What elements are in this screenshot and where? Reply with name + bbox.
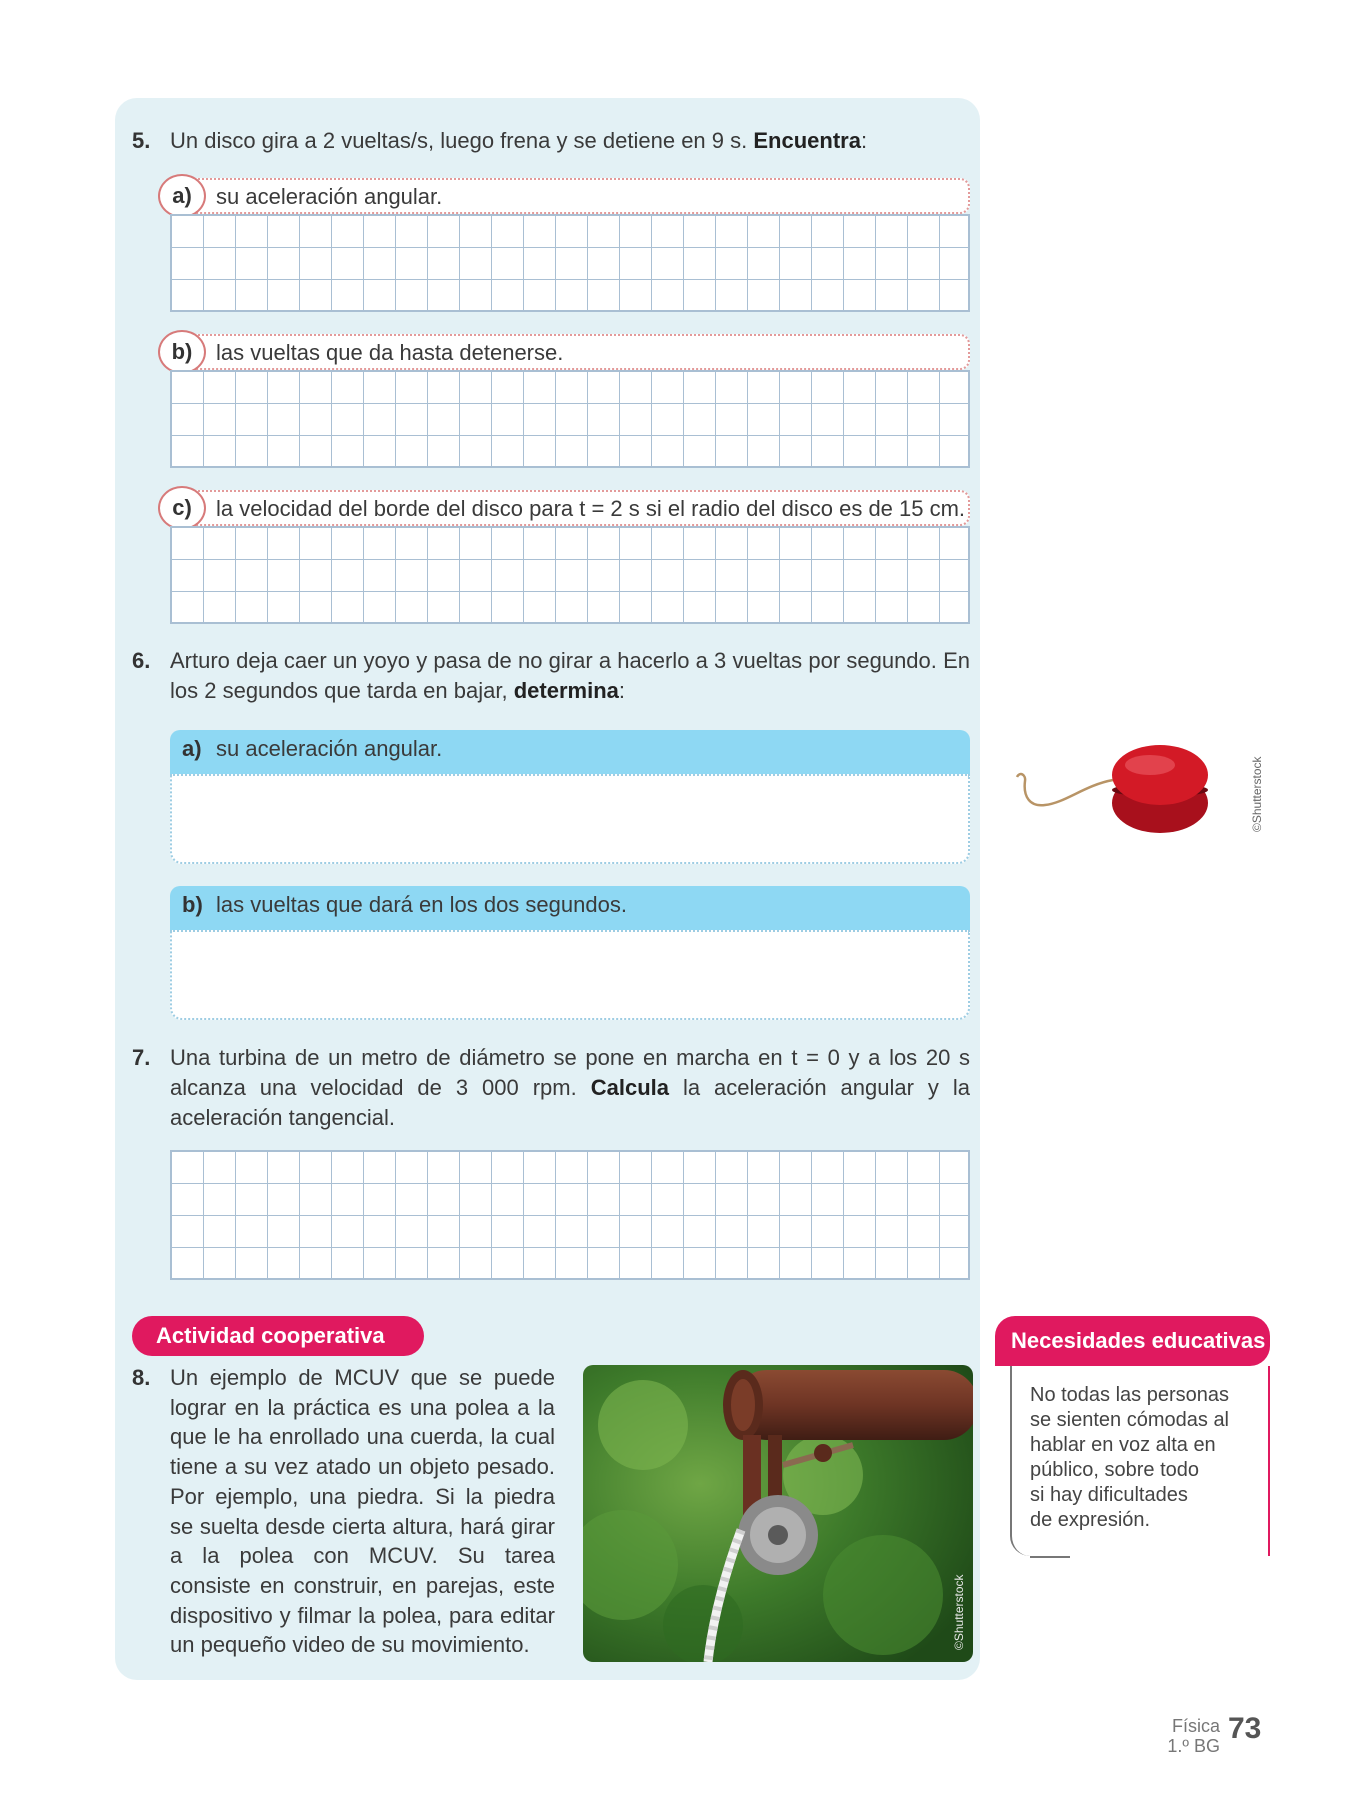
question-text: Arturo deja caer un yoyo y pasa de no girar a hacerlo a 3 vueltas por segundo. En los 2 segundos que tarda en bajar, — [170, 648, 970, 703]
answer-grid[interactable] — [170, 214, 970, 312]
subquestion-text: su aceleración angular. — [216, 736, 443, 761]
subquestion-5a — [170, 178, 970, 214]
footer-subject: Física 1.º BG — [1167, 1716, 1220, 1756]
question-5: 5. Un disco gira a 2 vueltas/s, luego frena y se detiene en 9 s. Encuentra: — [170, 126, 970, 156]
question-8 — [132, 1363, 555, 1660]
question-text: Un disco gira a 2 vueltas/s, luego frena y se detiene en 9 s. — [170, 128, 748, 153]
answer-grid[interactable] — [170, 526, 970, 624]
label-circle: c) — [158, 486, 206, 530]
subquestion-5c — [170, 490, 970, 526]
answer-box[interactable] — [170, 774, 970, 864]
subquestion-text: las vueltas que da hasta detenerse. — [216, 340, 564, 365]
page-number: 73 — [1228, 1712, 1262, 1745]
needs-text: No todas las personas se sienten cómodas al hablar en voz alta en público, sobre todo si hay dificultades de expresión. — [1030, 1384, 1230, 1531]
subquestion-5b — [170, 334, 970, 370]
answer-grid[interactable] — [170, 370, 970, 468]
question-number: 7. — [132, 1045, 151, 1070]
question-number: 6. — [132, 648, 151, 673]
question-text: Un ejemplo de MCUV que se puede lograr en la práctica es una polea a la que le ha enrollado una cuerda, la cual tiene a su vez atado un objeto pesado. Por ejemplo, una piedra. Si la piedra se suelta desde cierta altura, hará girar a la polea con MCUV. Su tarea consiste en construir, en parejas, este dispositivo y filmar la polea, para editar un pequeño video de su movimiento. — [170, 1365, 555, 1658]
subquestion-text: la velocidad del borde del disco para t = 2 s si el radio del disco es de 15 cm. — [216, 496, 966, 521]
subquestion-text: su aceleración angular. — [216, 184, 443, 209]
subquestion-label: a) — [182, 736, 202, 761]
question-text: Una turbina de un metro de diámetro se pone en marcha en t = 0 y a los 20 s alcanza una velocidad de 3 000 rpm. — [170, 1045, 970, 1100]
yoyo-image — [1005, 735, 1255, 845]
image-credit: ©Shutterstock — [952, 1574, 966, 1650]
answer-box[interactable] — [170, 930, 970, 1020]
question-verb: determina — [513, 678, 619, 703]
label-circle: a) — [158, 174, 206, 218]
question-verb: Calcula — [590, 1075, 669, 1100]
needs-title: Necesidades educativas — [995, 1316, 1270, 1366]
question-7: 7. Una turbina de un metro de diámetro se pone en marcha en t = 0 y a los 20 s alcanza una velocidad de 3 000 rpm. Calcula la aceleración angular y la aceleración tangencial. — [132, 1045, 971, 1130]
subquestion-6a — [170, 730, 970, 774]
question-verb: Encuentra — [753, 128, 861, 153]
question-6: 6. Arturo deja caer un yoyo y pasa de no girar a hacerlo a 3 vueltas por segundo. En los 2 segundos que tarda en bajar, determina: — [132, 648, 970, 703]
question-number: 8. — [132, 1365, 151, 1390]
question-number: 5. — [132, 128, 151, 153]
pulley-photo — [583, 1365, 973, 1662]
subquestion-6b — [170, 886, 970, 930]
subquestion-text: las vueltas que dará en los dos segundos. — [216, 892, 627, 917]
label-circle: b) — [158, 330, 206, 374]
needs-divider — [1030, 1556, 1070, 1558]
answer-grid[interactable] — [170, 1150, 970, 1280]
activity-badge: Actividad cooperativa — [132, 1316, 424, 1356]
subquestion-label: b) — [182, 892, 203, 917]
image-credit: ©Shutterstock — [1250, 756, 1264, 832]
